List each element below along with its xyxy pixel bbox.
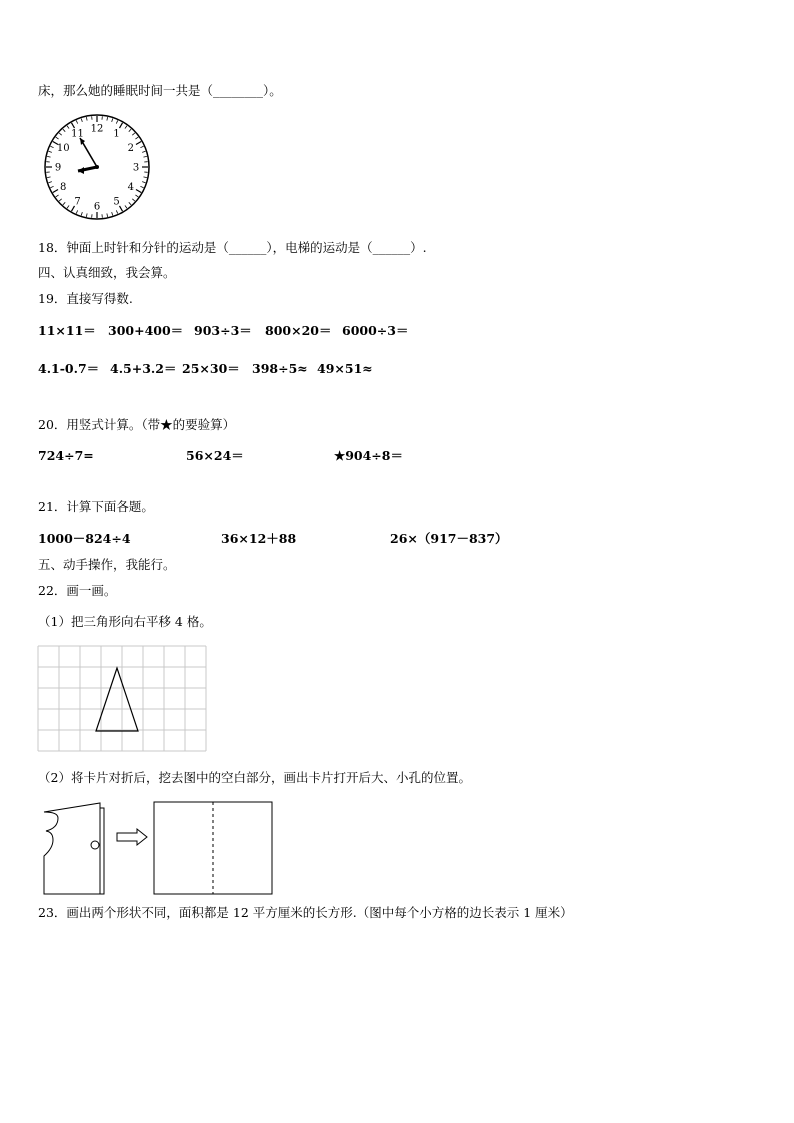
clock-number: 9 bbox=[54, 162, 62, 174]
clock-tick bbox=[116, 120, 117, 123]
clock-number: 6 bbox=[93, 201, 101, 213]
question-17-tail: 床，那么她的睡眠时间一共是（________）。 bbox=[38, 83, 282, 98]
q21-item-2: 36×12＋88 bbox=[221, 531, 297, 546]
clock-number: 5 bbox=[113, 196, 120, 208]
question-21-title: 21．计算下面各题。 bbox=[38, 499, 154, 514]
clock-tick bbox=[112, 212, 113, 215]
clock-tick bbox=[67, 126, 69, 129]
section-5-heading: 五、动手操作，我能行。 bbox=[38, 557, 176, 572]
clock-tick bbox=[143, 177, 146, 178]
clock-tick bbox=[143, 156, 146, 157]
q19-item-1: 11×11＝ bbox=[38, 323, 96, 338]
q19-item-2: 300+400＝ bbox=[108, 323, 184, 338]
clock-tick bbox=[47, 177, 50, 178]
q19-item-5: 6000÷3＝ bbox=[342, 323, 409, 338]
clock-tick bbox=[76, 210, 77, 213]
question-18: 18．钟面上时针和分针的运动是（______），电梯的运动是（______）. bbox=[38, 240, 427, 255]
clock-tick bbox=[72, 123, 75, 128]
small-hole bbox=[91, 841, 99, 849]
clock-tick bbox=[132, 199, 135, 201]
clock-tick bbox=[67, 205, 69, 208]
clock-number: 4 bbox=[127, 182, 134, 193]
triangle bbox=[96, 668, 138, 731]
clock-center bbox=[95, 165, 99, 169]
clock-tick bbox=[136, 142, 141, 145]
clock-tick bbox=[53, 190, 58, 193]
q21-item-3: 26×（917－837） bbox=[390, 531, 508, 546]
clock-number: 11 bbox=[71, 128, 84, 140]
clock-tick bbox=[63, 202, 65, 205]
q19-item-6: 4.1-0.7＝ bbox=[38, 361, 100, 376]
clock-tick bbox=[125, 126, 127, 129]
clock-tick bbox=[50, 146, 53, 147]
clock-tick bbox=[47, 156, 50, 157]
clock-tick bbox=[112, 118, 113, 121]
clock-tick bbox=[86, 213, 87, 216]
clock-number: 3 bbox=[132, 162, 140, 174]
clock-tick bbox=[129, 129, 131, 132]
clock-tick bbox=[76, 120, 77, 123]
clock-tick bbox=[81, 118, 82, 121]
clock-tick bbox=[63, 129, 65, 132]
clock-tick bbox=[142, 182, 145, 183]
clock-number: 1 bbox=[113, 128, 120, 140]
clock-tick bbox=[135, 137, 138, 139]
clock-tick bbox=[81, 212, 82, 215]
grid-with-triangle bbox=[37, 645, 209, 754]
clock-number: 8 bbox=[60, 182, 67, 193]
clock-number: 2 bbox=[127, 143, 134, 154]
q19-item-8: 25×30＝ bbox=[182, 361, 240, 376]
question-22-part-1: （1）把三角形向右平移 4 格。 bbox=[38, 614, 212, 629]
question-22-part-2: （2）将卡片对折后，挖去图中的空白部分，画出卡片打开后大、小孔的位置。 bbox=[38, 770, 471, 785]
question-20-title: 20．用竖式计算。（带★的要验算） bbox=[38, 417, 236, 432]
clock-tick bbox=[132, 133, 135, 135]
q19-item-4: 800×20＝ bbox=[265, 323, 332, 338]
q19-item-3: 903÷3＝ bbox=[194, 323, 252, 338]
clock-tick bbox=[59, 133, 62, 135]
clock-tick bbox=[142, 151, 145, 152]
grid-lines bbox=[38, 646, 206, 751]
clock-tick bbox=[56, 137, 59, 139]
clock-tick bbox=[59, 199, 62, 201]
question-23: 23．画出两个形状不同，面积都是 12 平方厘米的长方形.（图中每个小方格的边长表示 1 厘米） bbox=[38, 905, 573, 920]
q21-item-1: 1000－824÷4 bbox=[38, 531, 131, 546]
clock-tick bbox=[120, 206, 123, 211]
q20-item-2: 56×24＝ bbox=[186, 448, 244, 463]
section-4-heading: 四、认真细致，我会算。 bbox=[38, 265, 176, 280]
question-19-title: 19．直接写得数. bbox=[38, 291, 133, 306]
clock-tick bbox=[56, 195, 59, 197]
q20-item-3: ★904÷8＝ bbox=[334, 448, 403, 463]
clock-tick bbox=[48, 182, 51, 183]
clock-tick bbox=[125, 205, 127, 208]
clock-tick bbox=[135, 195, 138, 197]
clock-tick bbox=[140, 186, 143, 187]
clock-tick bbox=[86, 117, 87, 120]
clock-face bbox=[40, 113, 156, 221]
q19-item-7: 4.5+3.2＝ bbox=[110, 361, 177, 376]
q20-item-1: 724÷7= bbox=[38, 448, 94, 463]
folded-card-figure bbox=[40, 798, 276, 898]
clock-tick bbox=[107, 117, 108, 120]
clock-tick bbox=[136, 190, 141, 193]
clock-tick bbox=[107, 213, 108, 216]
clock-number: 7 bbox=[74, 196, 81, 208]
clock-tick bbox=[50, 186, 53, 187]
question-22-title: 22．画一画。 bbox=[38, 583, 117, 598]
q19-item-10: 49×51≈ bbox=[317, 361, 373, 376]
clock-tick bbox=[140, 146, 143, 147]
clock-tick bbox=[116, 210, 117, 213]
clock-tick bbox=[120, 123, 123, 128]
clock-tick bbox=[48, 151, 51, 152]
clock-number: 10 bbox=[56, 143, 70, 154]
arrow-icon bbox=[117, 829, 147, 845]
clock-number: 12 bbox=[90, 123, 104, 135]
q19-item-9: 398÷5≈ bbox=[252, 361, 308, 376]
clock-tick bbox=[129, 202, 131, 205]
